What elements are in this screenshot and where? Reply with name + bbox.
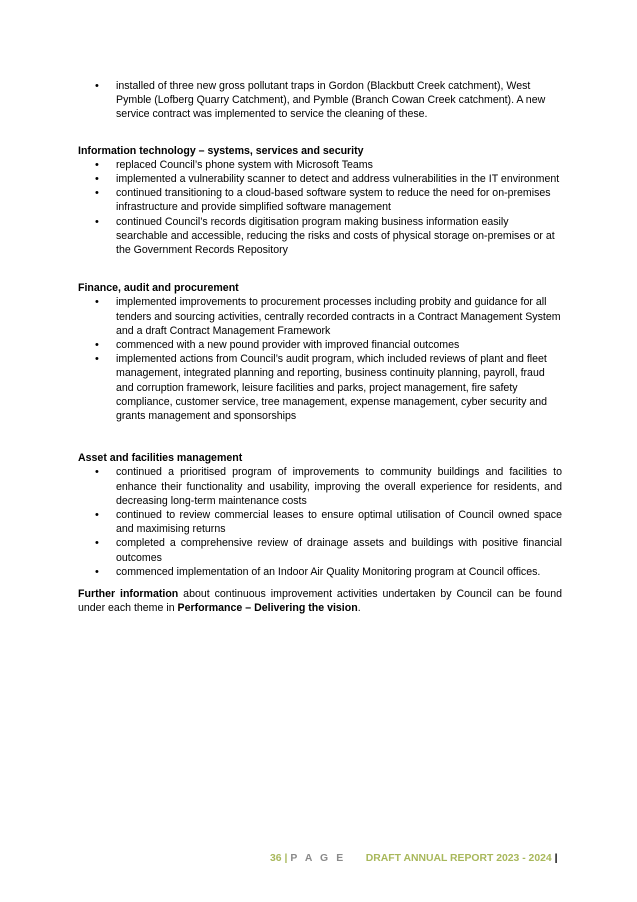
further-information-end: . [357, 602, 361, 615]
list-item: • implemented a vulnerability scanner to detect and address vulnerabilities in the IT environment [78, 172, 562, 186]
section-assets [78, 451, 562, 579]
section-heading: Finance, audit and procurement [78, 282, 239, 295]
section-information-technology [78, 144, 562, 258]
list-item: • installed of three new gross pollutant traps in Gordon (Blackbutt Creek catchment), West Pymble (Lofberg Quarry Catchment), and Pymble (Branch Cowan Creek catchment). A new service contract was implemented to service the cleaning of these. [78, 79, 562, 122]
it-list [78, 158, 562, 257]
list-item: • commenced implementation of an Indoor Air Quality Monitoring program at Council offices. [78, 565, 562, 579]
list-item: • continued Council’s records digitisation program making business information easily searchable and accessible, reducing the risks and costs of physical storage on-premises or at the Government Records Repository [78, 215, 562, 258]
performance-reference: Performance – Delivering the vision [177, 602, 358, 615]
finance-list [78, 295, 562, 423]
intro-list [78, 79, 562, 122]
list-item: • continued transitioning to a cloud-based software system to reduce the need for on-premises infrastructure and provide simplified software management [78, 186, 562, 214]
list-item: • replaced Council’s phone system with Microsoft Teams [78, 158, 562, 172]
list-item: • completed a comprehensive review of drainage assets and buildings with positive financial outcomes [78, 536, 562, 564]
footer-end-separator: | [554, 853, 558, 864]
list-item: • commenced with a new pound provider with improved financial outcomes [78, 338, 562, 352]
report-title: DRAFT ANNUAL REPORT 2023 - 2024 [365, 853, 552, 864]
further-information-lead: Further information [78, 588, 179, 601]
section-heading: Asset and facilities management [78, 452, 243, 465]
further-information-text: about continuous improvement activities undertaken by Council can be found under each theme in [78, 588, 562, 615]
page-number: 36 [270, 853, 282, 864]
page-word: P A G E [290, 853, 346, 864]
page-footer [270, 852, 570, 866]
page-content [78, 79, 562, 616]
section-heading: Information technology – systems, services and security [78, 144, 364, 157]
list-item: • implemented improvements to procurement processes including probity and guidance for all tenders and sourcing activities, centrally recorded contracts in a Contract Management System and a draft Contract Management Framework [78, 295, 562, 338]
assets-list [78, 465, 562, 579]
list-item: • continued a prioritised program of improvements to community buildings and facilities to enhance their functionality and usability, improving the overall experience for residents, and decreasing long-term maintenance costs [78, 465, 562, 508]
section-finance [78, 281, 562, 423]
footer-separator: | [284, 853, 288, 864]
further-information-paragraph [78, 587, 562, 615]
list-item: • continued to review commercial leases to ensure optimal utilisation of Council owned space and maximising returns [78, 508, 562, 536]
list-item: • implemented actions from Council’s audit program, which included reviews of plant and fleet management, integrated planning and reporting, business continuity planning, payroll, fraud and corruption framework, leisure facilities and parks, project management, fire safety compliance, customer service, tree management, expense management, cyber security and grants management and sponsorships [78, 352, 562, 423]
